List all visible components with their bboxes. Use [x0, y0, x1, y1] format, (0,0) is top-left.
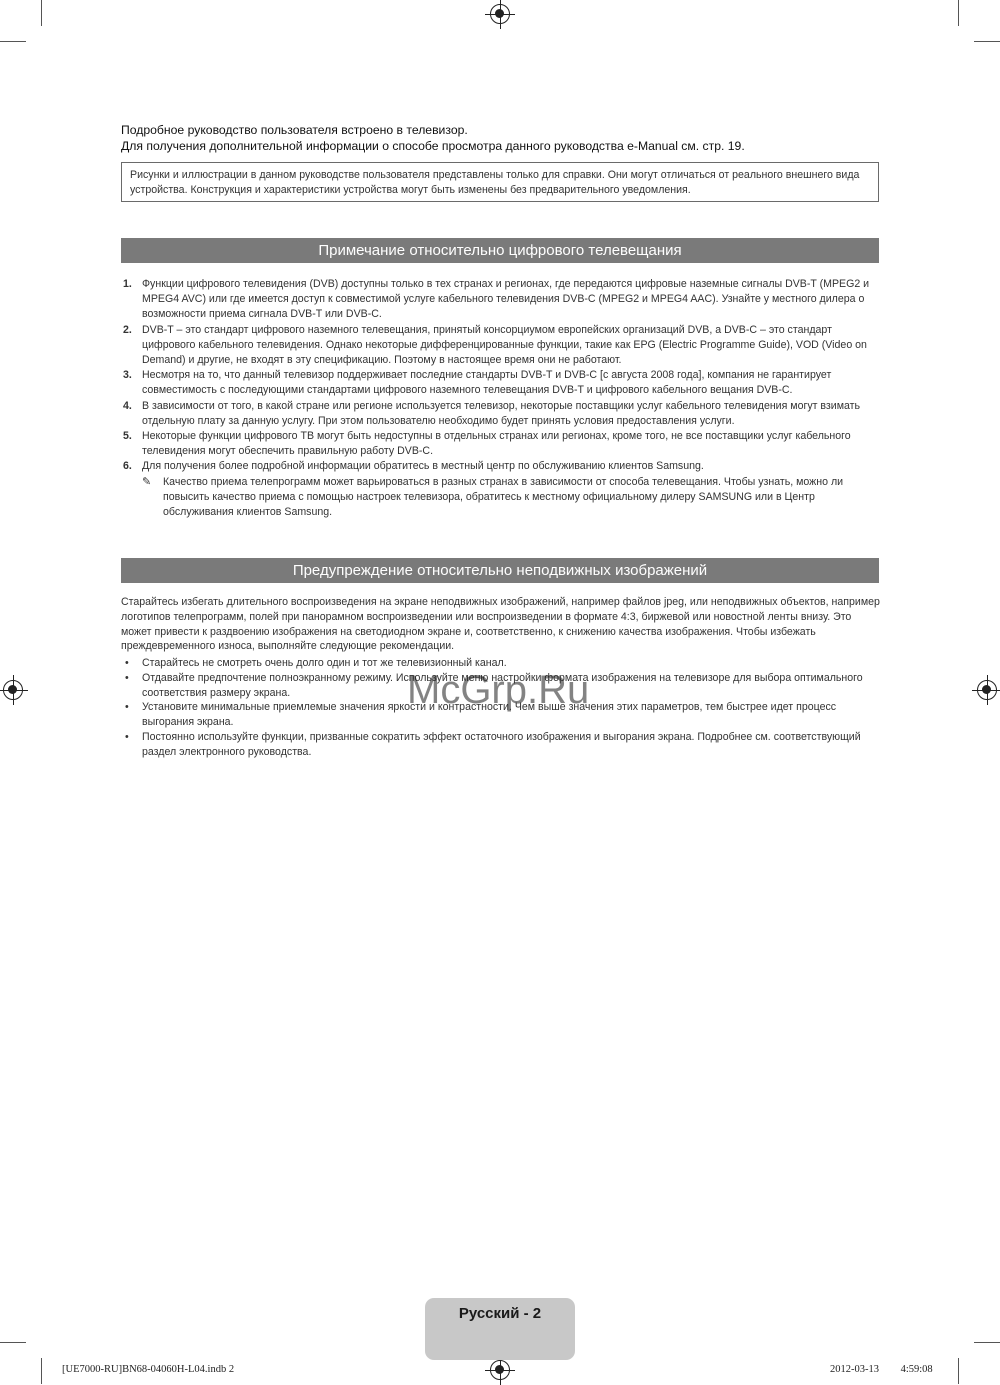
- item-number: 4.: [123, 399, 132, 412]
- bullet-icon: •: [125, 701, 129, 714]
- registration-mark-icon: [3, 680, 23, 700]
- footer-file-name: [UE7000-RU]BN68-04060H-L04.indb 2: [62, 1364, 235, 1375]
- watermark: McGrp.Ru: [407, 668, 590, 712]
- item-number: 1.: [123, 278, 132, 290]
- footer-timestamp: 2012-03-13 ￿￿ 4:59:08: [830, 1364, 933, 1375]
- list-item: [121, 429, 881, 459]
- page-number-tab: [425, 1298, 575, 1360]
- crop-mark: [0, 1342, 26, 1343]
- bullet-text: Отдавайте предпочтение полноэкранному режиму. Используйте меню настройки формата изображения на телевизоре для выбора оптимального соответствия размеру экрана.: [142, 671, 863, 699]
- bullet-icon: •: [125, 657, 129, 669]
- registration-mark-icon: [977, 680, 997, 700]
- bullet-text: Старайтесь не смотреть очень долго один и тот же телевизионный канал.: [142, 657, 507, 669]
- list-item: [121, 368, 881, 398]
- note-item: [121, 475, 881, 521]
- digital-notes-list: [121, 277, 881, 520]
- item-text: Несмотря на то, что данный телевизор поддерживает последние стандарты DVB-T и DVB-C [с августа 2008 года], компания не гарантирует совместимость с последующими стандартами цифрового наземного телевещания DVB-T и цифрового кабельного вещания DVB-C.: [142, 369, 832, 397]
- registration-mark-icon: [490, 1360, 510, 1380]
- note-text: Качество приема телепрограмм может варьироваться в разных странах в зависимости от способа телевещания. Чтобы узнать, можно ли повысить качество приема с помощью настроек телевизора, обратитесь к местному официальному дилеру SAMSUNG или в Центр обслуживания клиентов Samsung.: [163, 475, 844, 519]
- page-number-label: Русский - 2: [458, 1305, 542, 1322]
- intro-line-1: Подробное руководство пользователя встроено в телевизор.: [121, 123, 468, 137]
- list-item: [121, 277, 881, 323]
- crop-mark: [41, 1358, 42, 1384]
- list-item: [121, 459, 881, 474]
- bullet-text: Установите минимальные приемлемые значения яркости и контрастности. Чем выше значения этих параметров, тем быстрее идет процесс выгорания экрана.: [142, 701, 837, 729]
- item-number: 5.: [123, 430, 132, 443]
- section-title-digital-broadcast: Примечание относительно цифрового телевещания: [121, 238, 879, 263]
- crop-mark: [958, 1358, 959, 1384]
- list-item: [121, 323, 881, 369]
- item-text: Функции цифрового телевидения (DVB) доступны только в тех странах и регионах, где передаются цифровые наземные сигналы DVB-T (MPEG2 и MPEG4 AVC) или где имеется доступ к совместимой услуге кабельного телевидения DVB-C (MPEG2 и MPEG4 AAC). Узнайте у местного дилера о возможности приема сигнала DVB-T или DVB-C.: [142, 278, 870, 321]
- item-text: Для получения более подробной информации обратитесь в местный центр по обслуживанию клиентов Samsung.: [142, 460, 704, 473]
- crop-mark: [958, 0, 959, 26]
- bullet-icon: •: [125, 671, 129, 684]
- list-item: [121, 730, 881, 760]
- bullet-icon: •: [125, 730, 129, 743]
- item-text: DVB-T – это стандарт цифрового наземного телевещания, принятый консорциумом европейских организаций DVB, а DVB-C – это стандарт цифрового кабельного телевидения. Однако некоторые дифференцированные функции, такие как EPG (Electric Programme Guide), VOD (Video on Demand) и другие, не входят в эту спецификацию. Поэтому в настоящее время они не работают.: [142, 323, 867, 367]
- item-text: Некоторые функции цифрового ТВ могут быть недоступны в отдельных странах или регионах, кроме того, не все поставщики услуг кабельного телевидения могут обеспечить правильную работу DVB-C.: [142, 430, 851, 458]
- registration-mark-icon: [490, 4, 510, 24]
- intro-text: [121, 122, 881, 154]
- intro-line-2: Для получения дополнительной информации о способе просмотра данного руководства e-Manual см. стр. 19.: [121, 139, 745, 153]
- crop-mark: [41, 0, 42, 26]
- item-number: 6.: [123, 460, 132, 473]
- bullet-text: Постоянно используйте функции, призванные сократить эффект остаточного изображения и выгорания экрана. Подробнее см. соответствующий раздел электронного руководства.: [142, 730, 861, 758]
- crop-mark: [0, 41, 26, 42]
- crop-mark: [974, 41, 1000, 42]
- section-title-still-image-warning: Предупреждение относительно неподвижных изображений: [121, 558, 879, 583]
- crop-mark: [974, 1342, 1000, 1343]
- notice-box: Рисунки и иллюстрации в данном руководстве пользователя представлены только для справки. Они могут отличаться от реального внешнего вида устройства. Конструкция и характеристики устройства могут быть изменены без предварительного уведомления.: [121, 162, 879, 202]
- still-image-paragraph: Старайтесь избегать длительного воспроизведения на экране неподвижных изображений, например файлов jpeg, или неподвижных объектов, например логотипов телепрограмм, полей при панорамном воспроизведении или воспроизведении в формате 4:3, биржевой или новостной ленты внизу. Это может привести к раздвоению изображения на светодиодном экране и, соответственно, к снижению качества изображения. Чтобы избежать преждевременного износа, выполняйте следующие рекомендации.: [121, 596, 880, 653]
- pencil-note-icon: ✎: [142, 475, 152, 488]
- list-item: [121, 399, 881, 429]
- item-number: 2.: [123, 323, 132, 336]
- item-text: В зависимости от того, в какой стране или регионе используется телевизор, некоторые поставщики услуг кабельного телевидения могут взимать отдельную плату за данную услугу. При этом пользователю необходимо будет принять условия предоставления услуги.: [142, 399, 861, 427]
- item-number: 3.: [123, 369, 132, 382]
